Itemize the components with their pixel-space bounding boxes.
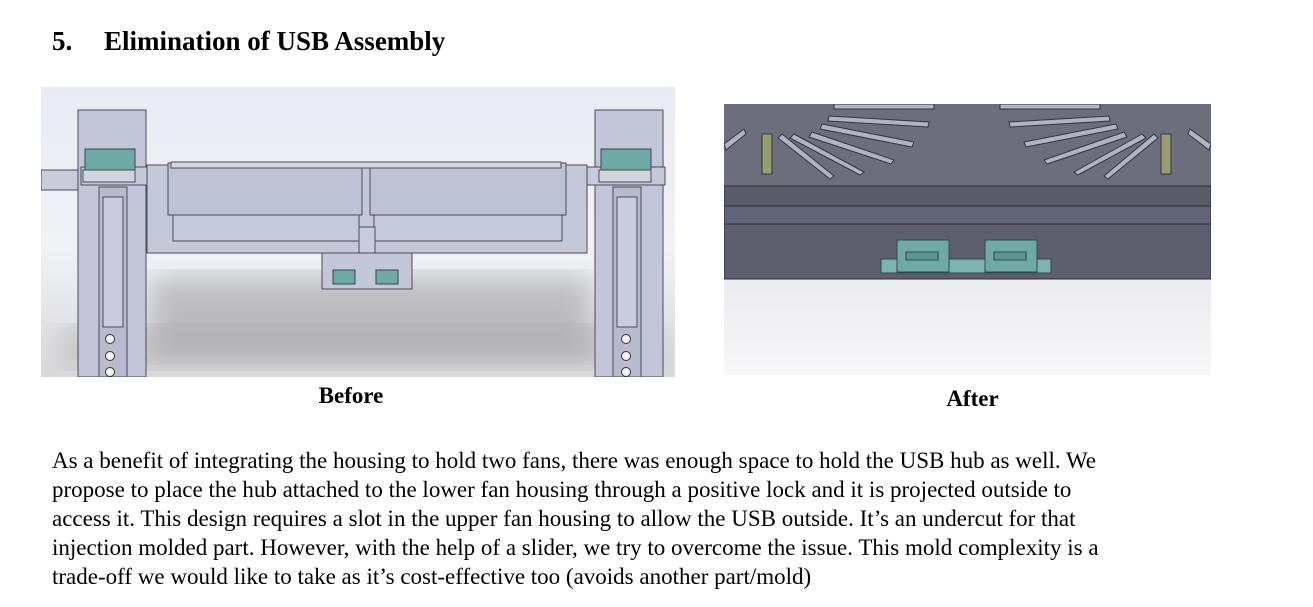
before-caption: Before [318, 383, 384, 408]
after-figure [724, 104, 1211, 375]
section-title: Elimination of USB Assembly [104, 26, 446, 56]
section-number: 5. [52, 26, 73, 56]
body-line: propose to place the hub attached to the lower fan housing through a positive lock and it is projected outside to [52, 477, 1072, 502]
body-line: trade-off we would like to take as it’s cost-effective too (avoids another part/mold) [52, 564, 812, 589]
section-heading [52, 26, 445, 57]
body-line: access it. This design requires a slot in the upper fan housing to allow the USB outside. It’s an undercut for that [52, 506, 1076, 531]
before-figure [41, 87, 675, 377]
body-paragraph [52, 446, 1292, 591]
body-line: As a benefit of integrating the housing to hold two fans, there was enough space to hold the USB hub as well. We [52, 448, 1097, 473]
after-caption: After [946, 386, 999, 411]
body-line: injection molded part. However, with the help of a slider, we try to overcome the issue. This mold complexity is a [52, 535, 1099, 560]
before-cad-render [41, 87, 675, 377]
after-cad-render [724, 104, 1211, 375]
